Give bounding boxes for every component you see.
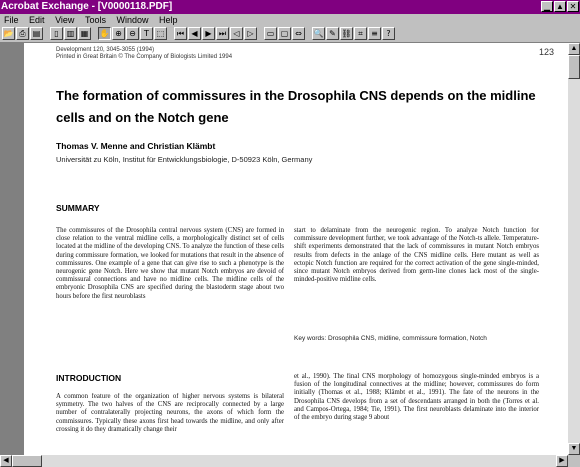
article-authors: Thomas V. Menne and Christian Klämbt xyxy=(56,141,216,151)
article-title xyxy=(56,85,546,129)
open-icon[interactable]: 📂 xyxy=(3,29,14,38)
horizontal-scrollbar[interactable] xyxy=(0,455,568,467)
bookmarks-icon[interactable]: ▥ xyxy=(64,27,77,40)
article-title-line-1: The formation of commissures in the Drosophila CNS depends on the midline xyxy=(56,88,536,103)
menu-edit[interactable]: Edit xyxy=(29,15,45,25)
thread-icon[interactable]: ≡ xyxy=(368,27,381,40)
vertical-scroll-thumb[interactable] xyxy=(568,55,580,79)
introduction-left-column: A common feature of the organization of higher nervous systems is bilateral symmetry. The two halves of the CNS are reciprocally connected by a large number of contralaterally projecting neurons, the axons of which form the commissures. Typically these axons first head towards the midline, and only after crossing it do they dramatically change their xyxy=(56,393,284,433)
go-forward-icon[interactable]: ▷ xyxy=(244,27,257,40)
journal-citation: Development 120, 3045-3055 (1994) xyxy=(56,47,155,53)
go-back-icon[interactable]: ◁ xyxy=(230,27,243,40)
vertical-scrollbar[interactable] xyxy=(568,43,580,455)
next-page-icon[interactable]: ▶ xyxy=(202,27,215,40)
last-page-icon[interactable]: ⏭ xyxy=(216,27,229,40)
scroll-left-arrow-icon[interactable]: ◀ xyxy=(0,455,12,467)
first-page-icon[interactable]: ⏮ xyxy=(174,27,187,40)
menu-help[interactable]: Help xyxy=(159,15,178,25)
toolbar xyxy=(0,26,580,43)
page-only-icon[interactable]: ▯ xyxy=(50,27,63,40)
pdf-page xyxy=(24,43,568,455)
help-icon[interactable]: ? xyxy=(382,27,395,40)
actual-size-icon[interactable]: ▭ xyxy=(264,27,277,40)
minimize-button[interactable]: ▁ xyxy=(541,1,553,12)
link-icon[interactable]: ⛓ xyxy=(341,29,352,38)
close-button[interactable]: ✕ xyxy=(567,1,579,12)
find-icon[interactable]: 🔍 xyxy=(313,29,324,38)
horizontal-scroll-thumb[interactable] xyxy=(12,455,42,467)
maximize-button[interactable]: ▲ xyxy=(554,1,566,12)
save-icon[interactable]: ▤ xyxy=(30,27,43,40)
fit-width-icon[interactable]: ⇔ xyxy=(292,27,305,40)
print-icon[interactable]: ⎙ xyxy=(16,27,29,40)
zoom-in-icon[interactable]: ⊕ xyxy=(112,27,125,40)
page-number: 123 xyxy=(539,47,555,57)
keywords: Key words: Drosophila CNS, midline, commissure formation, Notch xyxy=(294,335,487,342)
crop-icon[interactable]: ⌗ xyxy=(354,27,367,40)
summary-left-column: The commissures of the Drosophila central nervous system (CNS) are formed in close relation to the ventral midline cells, a morphologically distinct set of cells located at the midline of the developing CNS. To analyze the function of these cells during commissure formation, we looked for mutations that result in the absence of commissures. One example of a gene that can give rise to such a phenotype is the neurogenic gene Notch. Here we show that mutant Notch embryos are devoid of commissural connections and have no midline cells. The midline cells of the embryonic Drosophila CNS are specified during the blastoderm stage about two hours before the first neuroblasts xyxy=(56,227,284,300)
article-title-line-2: cells and on the Notch gene xyxy=(56,110,229,125)
scrollbar-corner xyxy=(568,455,580,467)
introduction-heading: INTRODUCTION xyxy=(56,373,122,383)
summary-right-column: start to delaminate from the neurogenic region. To analyze Notch function for commissure development further, we took advantage of the Notch-ts allele. Temperature-shift experiments demonstrated that the lack of commissures in mutant Notch embryos results from defects in the anlage of the CNS midline cells. Here mutant as well as ectopic Notch function are required for the correct activation of the gene single-minded, since mutant Notch embryos derived from germ-line clones lack most of the single-minded-positive midline cells. xyxy=(294,227,539,284)
scroll-right-arrow-icon[interactable]: ▶ xyxy=(556,455,568,467)
thumbnails-icon[interactable]: ▦ xyxy=(78,27,91,40)
fit-page-icon[interactable]: ▢ xyxy=(278,27,291,40)
journal-header xyxy=(56,47,232,61)
window-title: Acrobat Exchange - [V0000118.PDF] xyxy=(1,1,173,12)
scroll-down-arrow-icon[interactable]: ▼ xyxy=(568,443,580,455)
introduction-right-column: et al., 1990). The final CNS morphology of homozygous single-minded embryos is a fusion of the longitudinal connectives at the midline; however, commissures do form initially (Thomas et al., 1988; Klämbt et al., 1991). The fate of the neurons in the Drosophila CNS develops from a set of descendants arranged in both the (Torres et al. and Campos-Ortega, 1984; Tie, 1991). The first neuroblasts delaminate into the interior of the embryo during stage 9 about xyxy=(294,373,539,422)
journal-publisher: Printed in Great Britain © The Company of Biologists Limited 1994 xyxy=(56,54,233,60)
menu-tools[interactable]: Tools xyxy=(84,15,106,25)
menu-file[interactable]: File xyxy=(4,15,19,25)
text-select-icon[interactable]: T xyxy=(140,27,153,40)
note-icon[interactable]: ✎ xyxy=(326,27,339,40)
hand-tool-icon[interactable]: ✋ xyxy=(99,29,110,38)
document-viewport xyxy=(0,43,568,455)
article-affiliation: Universität zu Köln, Institut für Entwicklungsbiologie, D-50923 Köln, Germany xyxy=(56,155,313,164)
menu-bar xyxy=(0,14,580,26)
summary-heading: SUMMARY xyxy=(56,203,100,213)
menu-window[interactable]: Window xyxy=(116,15,149,25)
graphics-select-icon[interactable]: ⬚ xyxy=(154,27,167,40)
scroll-up-arrow-icon[interactable]: ▲ xyxy=(568,43,580,55)
menu-view[interactable]: View xyxy=(55,15,75,25)
zoom-out-icon[interactable]: ⊖ xyxy=(126,27,139,40)
title-bar xyxy=(0,0,580,14)
prev-page-icon[interactable]: ◀ xyxy=(188,27,201,40)
